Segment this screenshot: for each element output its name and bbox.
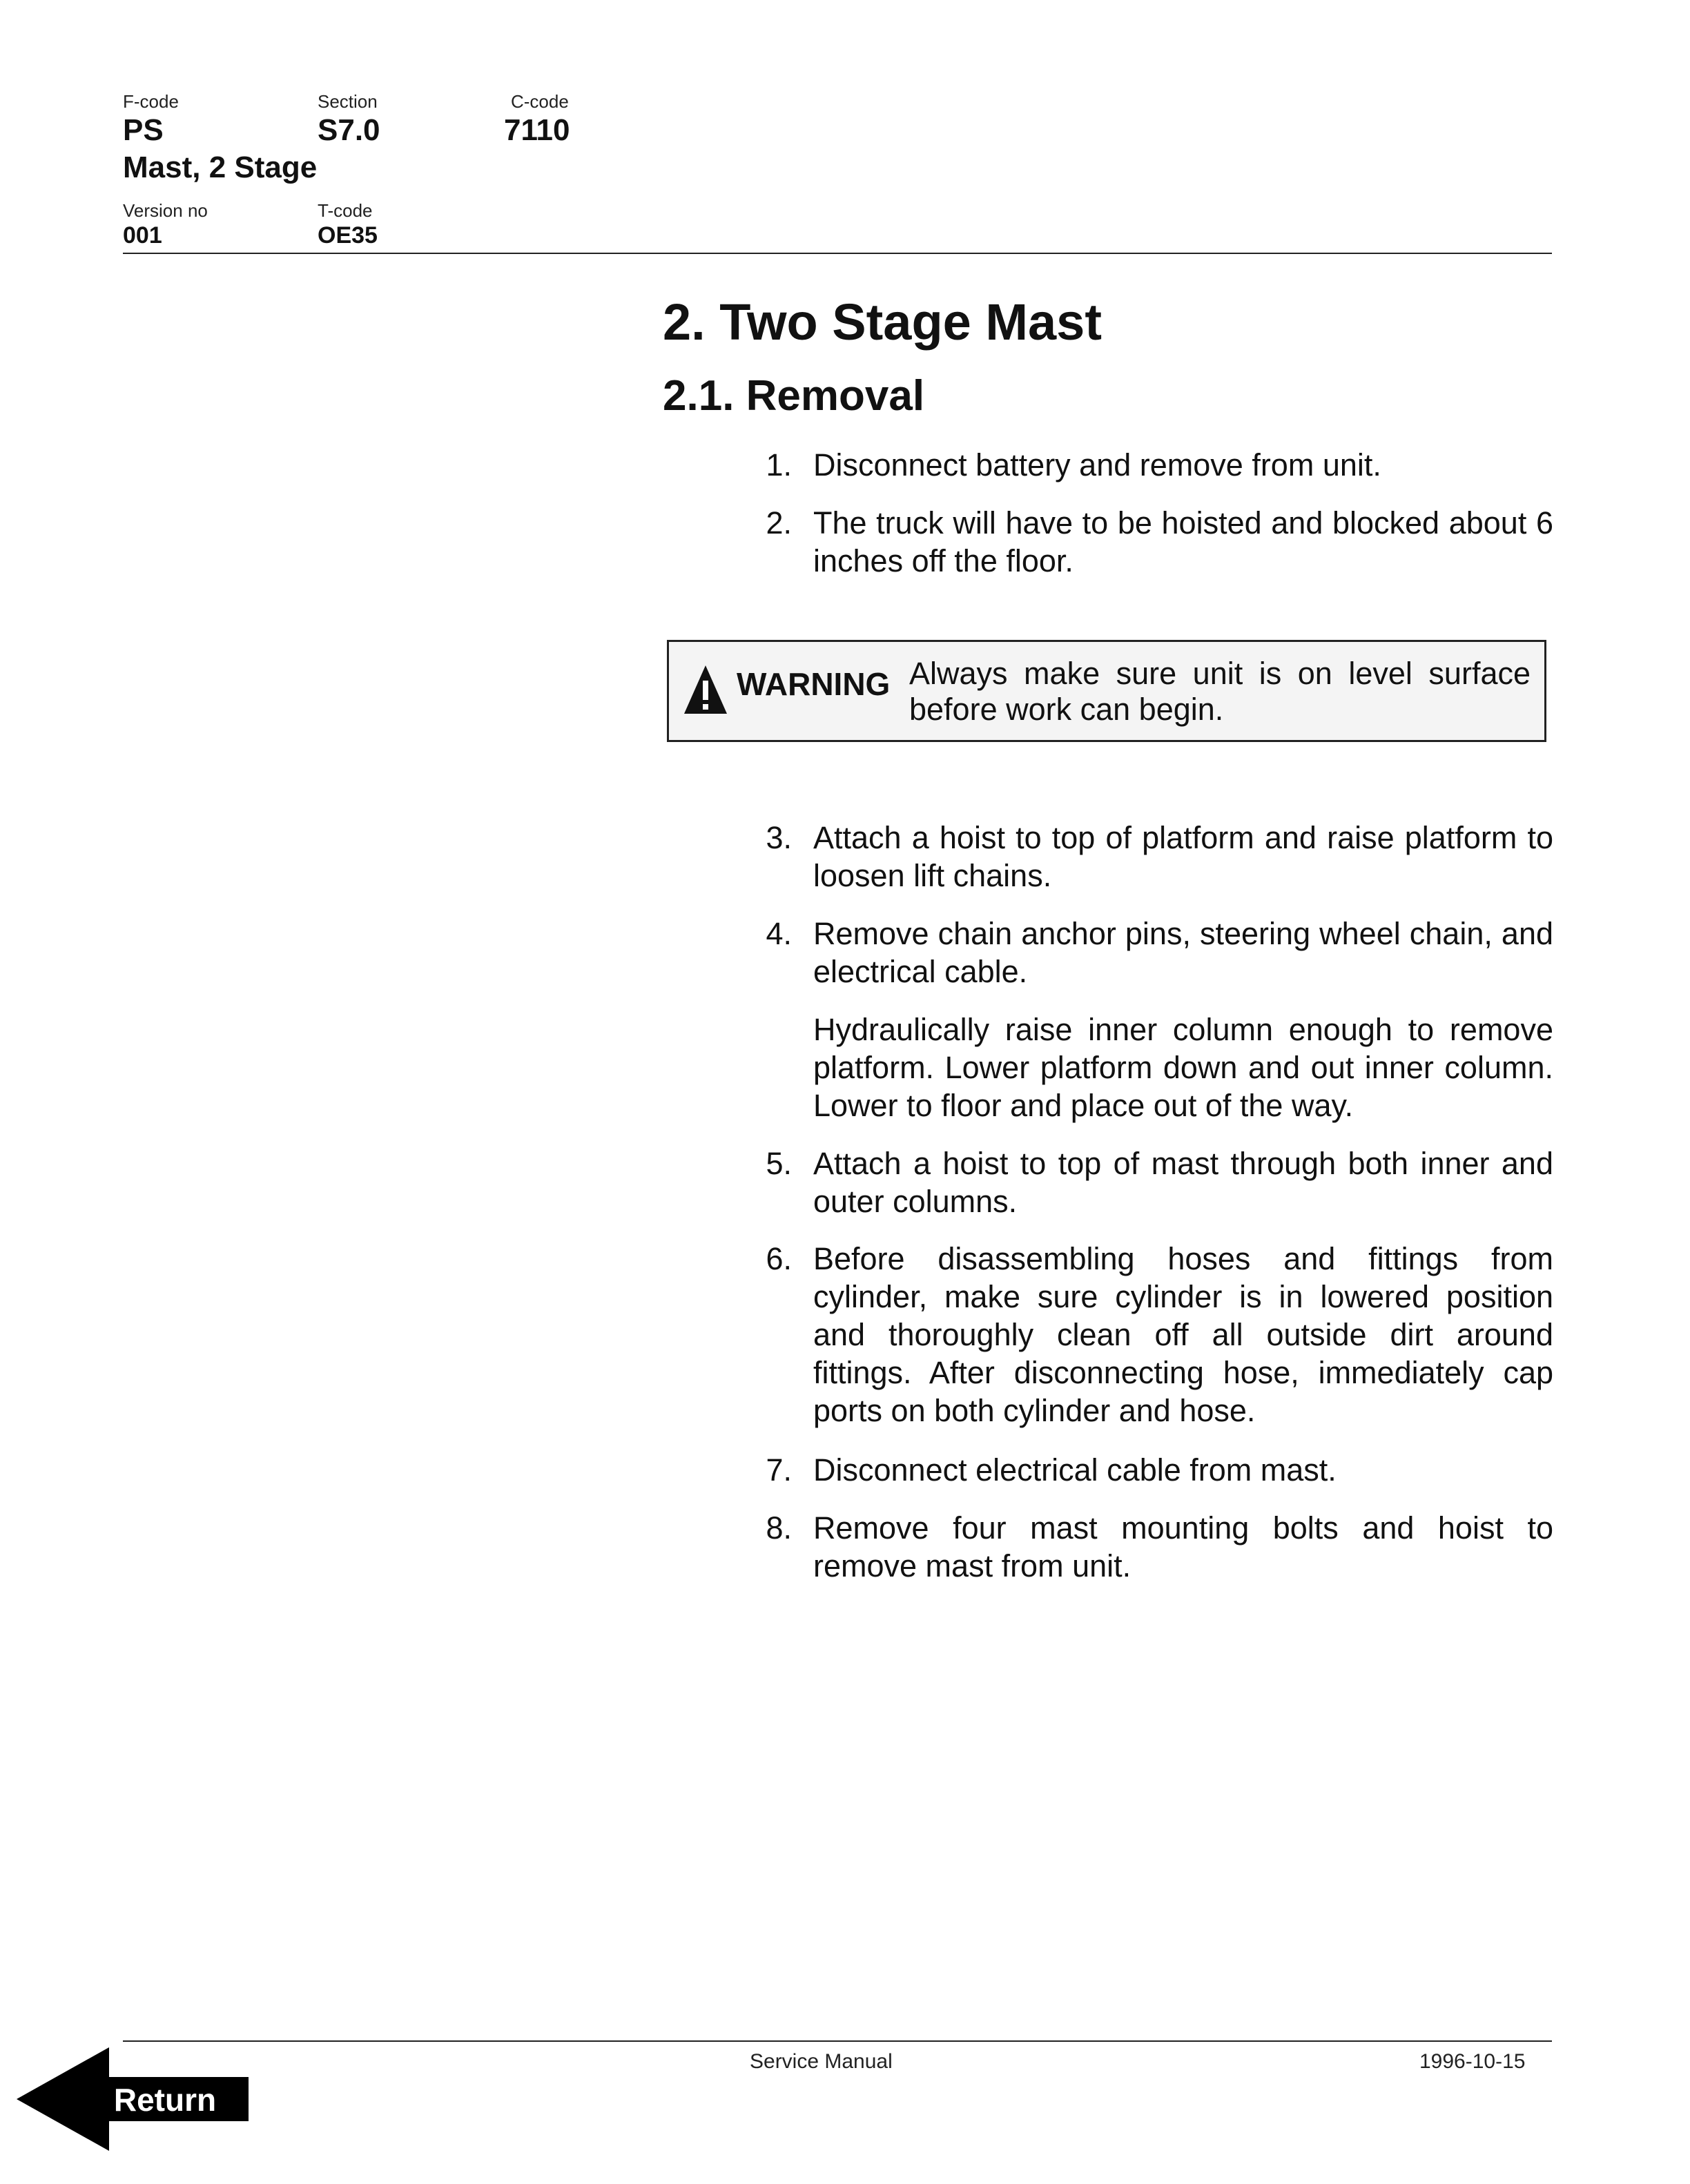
step-number: 2.	[766, 505, 792, 540]
return-button[interactable]	[17, 2047, 249, 2151]
version-value: 001	[123, 222, 162, 248]
footer-title: Service Manual	[750, 2050, 893, 2073]
step-number: 1.	[766, 447, 792, 482]
step-text: Disconnect electrical cable from mast.	[813, 1452, 1337, 1488]
warning-text: Always make sure unit is on level surface before work can begin.	[909, 656, 1531, 727]
step-text: Disconnect battery and remove from unit.	[813, 447, 1381, 482]
tcode-label: T-code	[318, 200, 373, 221]
ccode-value: 7110	[504, 113, 570, 147]
step-text: Attach a hoist to top of mast through both inner and outer columns.	[813, 1146, 1553, 1219]
header-divider	[123, 253, 1552, 254]
warning-box	[667, 640, 1546, 742]
warning-triangle-icon	[683, 664, 728, 715]
step-number: 4.	[766, 916, 792, 951]
section-title: 2.1. Removal	[663, 372, 925, 420]
step-number: 6.	[766, 1241, 792, 1276]
step-number: 5.	[766, 1146, 792, 1181]
tcode-value: OE35	[318, 222, 378, 248]
section-value: S7.0	[318, 113, 380, 147]
fcode-label: F-code	[123, 91, 179, 112]
step-number: 7.	[766, 1452, 792, 1488]
ccode-label: C-code	[511, 91, 569, 112]
warning-label: WARNING	[737, 666, 891, 702]
footer-divider	[123, 2040, 1552, 2042]
step-note: Hydraulically raise inner column enough to remove platform. Lower platform down and out inner column. Lower to floor and place out of the way.	[813, 1012, 1553, 1123]
section-label: Section	[318, 91, 378, 112]
document-subject: Mast, 2 Stage	[123, 150, 318, 184]
return-label: Return	[113, 2082, 217, 2118]
version-label: Version no	[123, 200, 208, 221]
step-number: 3.	[766, 820, 792, 855]
step-text: Attach a hoist to top of platform and raise platform to loosen lift chains.	[813, 820, 1553, 893]
page-title: 2. Two Stage Mast	[663, 293, 1102, 351]
step-text: Remove four mast mounting bolts and hoist to remove mast from unit.	[813, 1510, 1553, 1583]
step-number: 8.	[766, 1510, 792, 1546]
step-text: The truck will have to be hoisted and blocked about 6 inches off the floor.	[813, 505, 1553, 578]
fcode-value: PS	[123, 113, 164, 147]
step-text: Before disassembling hoses and fittings from cylinder, make sure cylinder is in lowered position and thoroughly clean off all outside dirt around fittings. After disconnecting hose, immediately cap ports on both cylinder and hose.	[813, 1241, 1553, 1428]
step-text: Remove chain anchor pins, steering wheel chain, and electrical cable.	[813, 916, 1553, 989]
footer-date: 1996-10-15	[1419, 2050, 1526, 2073]
